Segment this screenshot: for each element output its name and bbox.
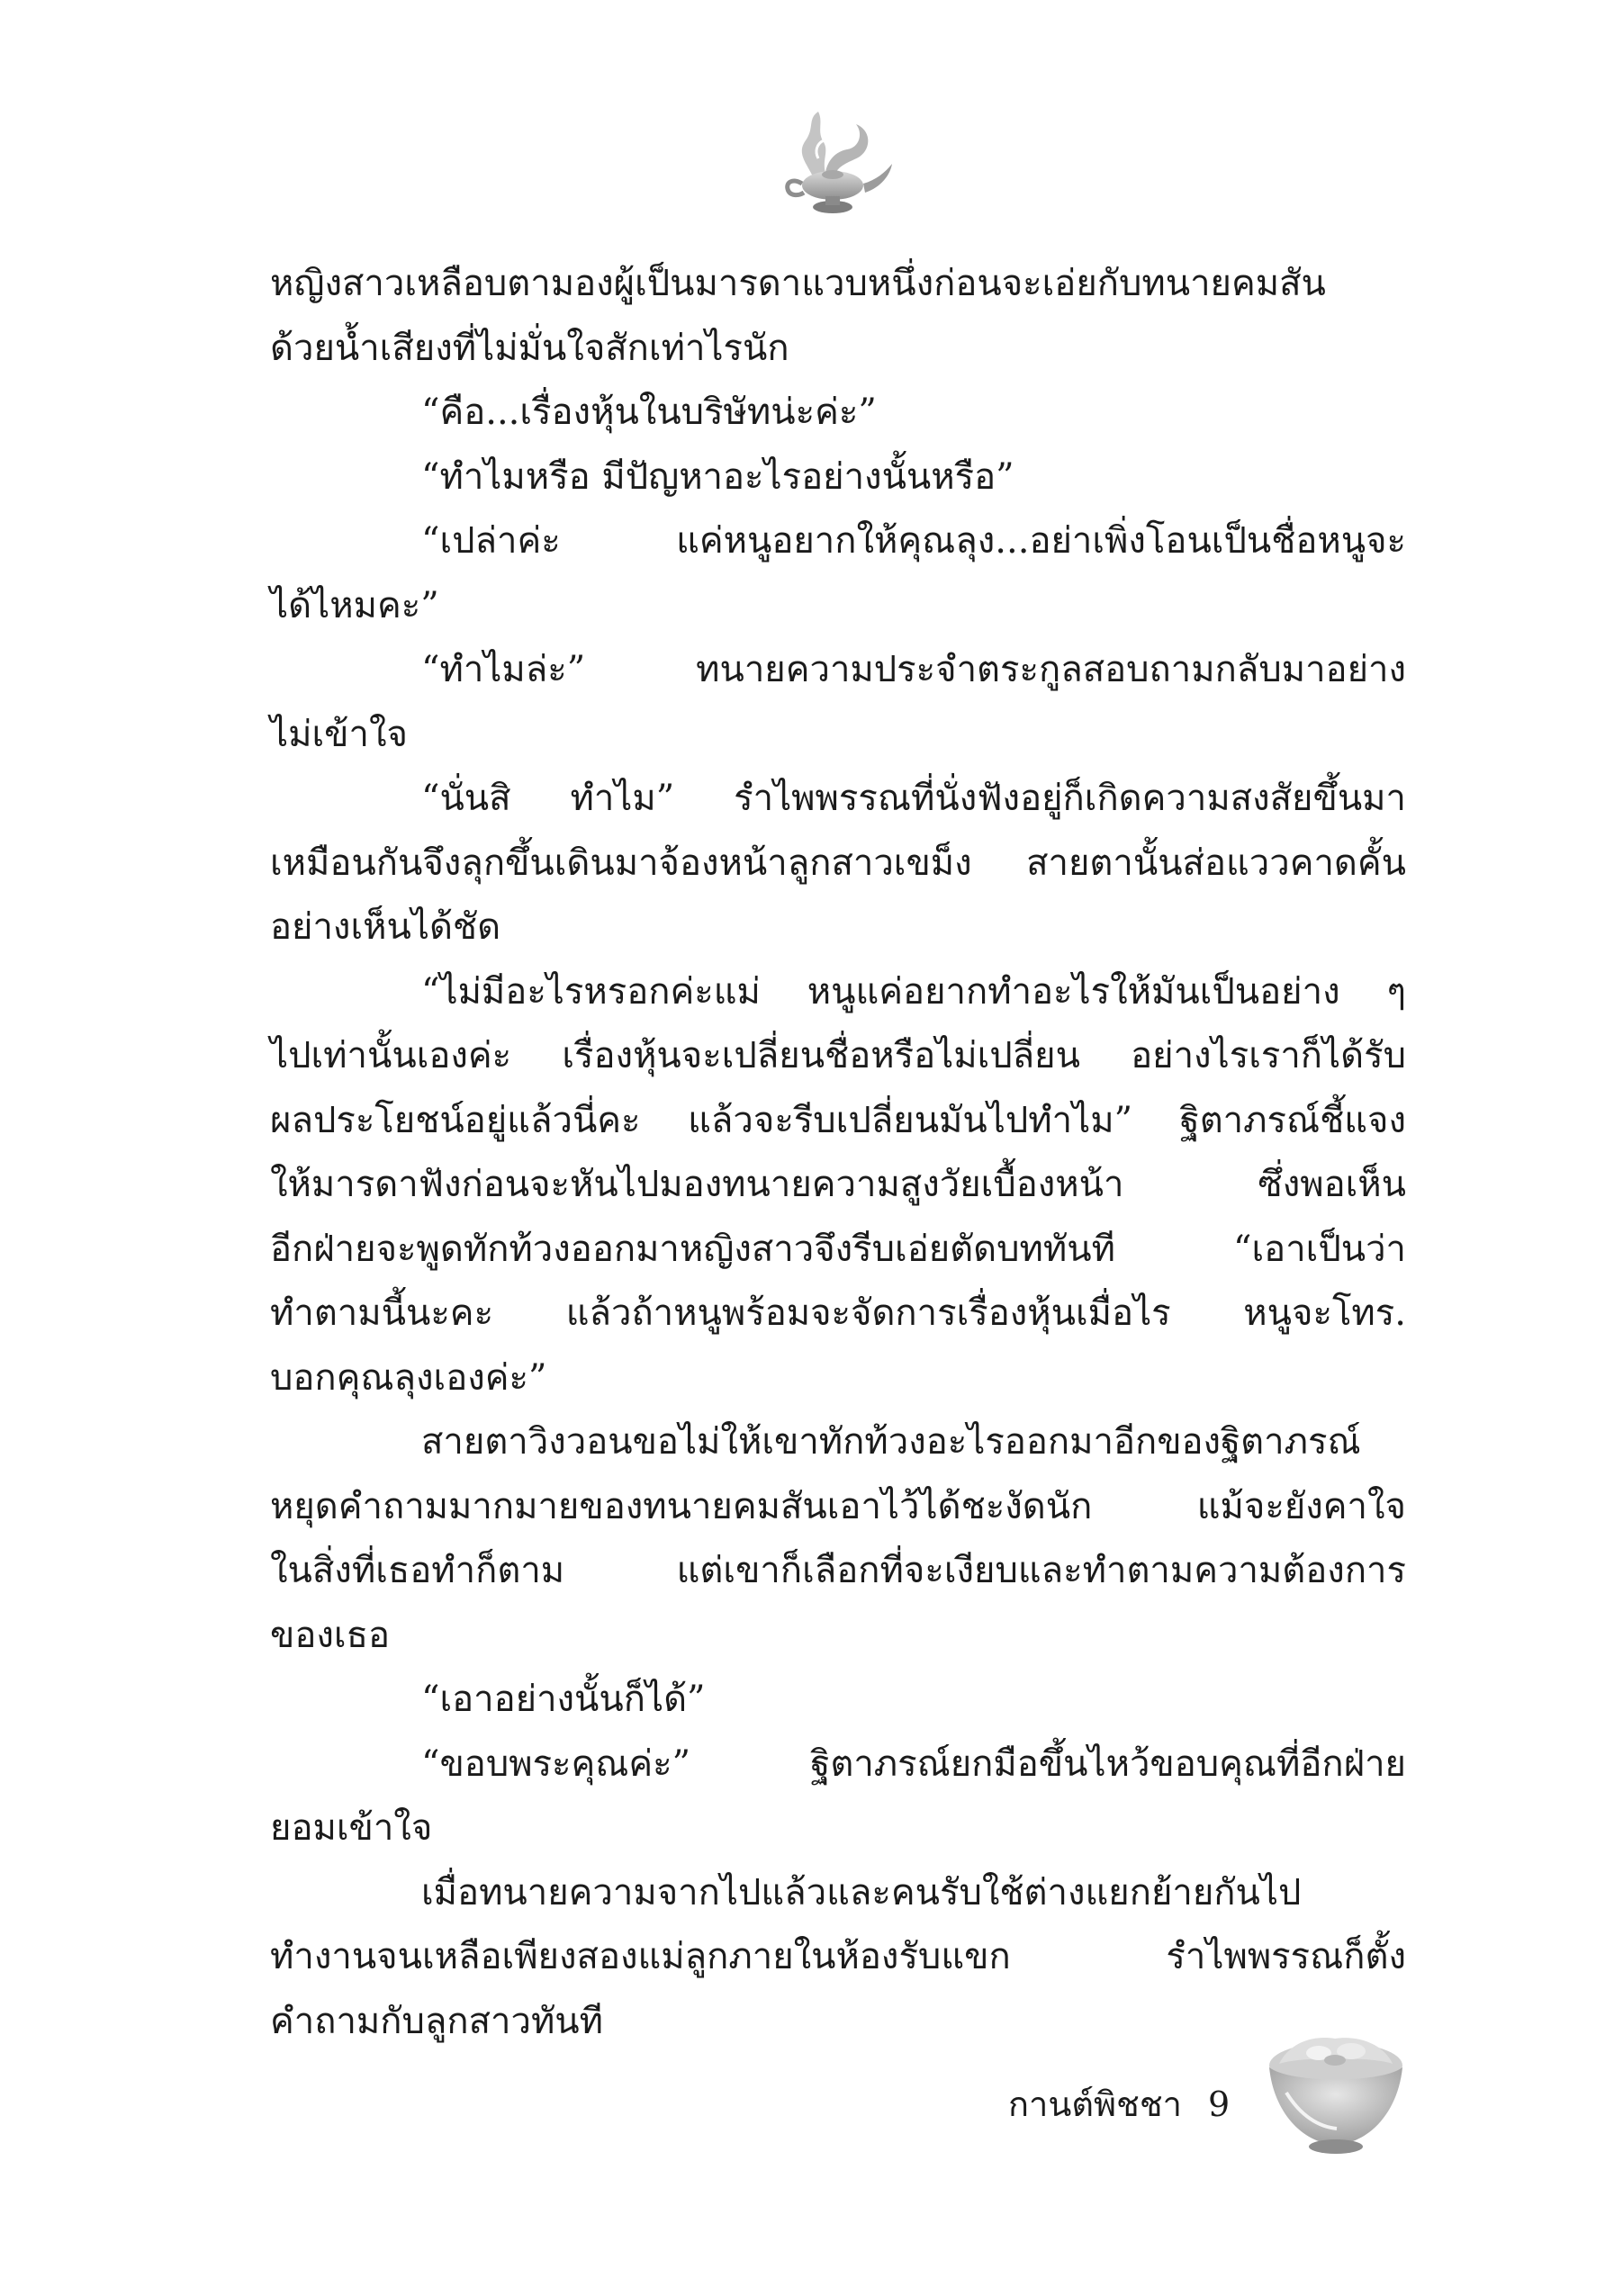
bowl-icon	[1265, 2030, 1407, 2157]
paragraph-line: เหมือนกันจึงลุกขึ้นเดินมาจ้องหน้าลูกสาวเขม็ง สายตานั้นส่อแววคาดคั้น	[270, 842, 1406, 884]
paragraph-line: “ทำไมหรือ มีปัญหาอะไรอย่างนั้นหรือ”	[421, 455, 1014, 498]
page-number: 9	[1208, 2084, 1231, 2124]
paragraph-line: ทำตามนี้นะคะ แล้วถ้าหนูพร้อมจะจัดการเรื่องหุ้นเมื่อไร หนูจะโทร.	[270, 1292, 1406, 1334]
paragraph-line: ให้มารดาฟังก่อนจะหันไปมองทนายความสูงวัยเบื้องหน้า ซึ่งพอเห็น	[270, 1164, 1406, 1205]
body-text	[270, 252, 1406, 2054]
paragraph-line: “ไม่มีอะไรหรอกค่ะแม่ หนูแค่อยากทำอะไรให้มันเป็นอย่าง ๆ	[421, 970, 1406, 1013]
paragraph-line: บอกคุณลุงเองค่ะ”	[270, 1356, 547, 1399]
paragraph-line: เมื่อทนายความจากไปแล้วและคนรับใช้ต่างแยกย้ายกันไป	[421, 1871, 1302, 1913]
paragraph-line: ยอมเข้าใจ	[270, 1807, 433, 1849]
paragraph-line: ไปเท่านั้นเองค่ะ เรื่องหุ้นจะเปลี่ยนชื่อหรือไม่เปลี่ยน อย่างไรเราก็ได้รับ	[270, 1035, 1406, 1076]
paragraph-line: สายตาวิงวอนขอไม่ให้เขาทักท้วงอะไรออกมาอีกของฐิตาภรณ์	[421, 1421, 1361, 1463]
paragraph-line: ไม่เข้าใจ	[270, 713, 408, 755]
paragraph-line: “คือ...เรื่องหุ้นในบริษัทน่ะค่ะ”	[421, 392, 877, 433]
paragraph-line: “ทำไมล่ะ” ทนายความประจำตระกูลสอบถามกลับมาอย่าง	[421, 649, 1406, 690]
paragraph-line: คำถามกับลูกสาวทันที	[270, 2000, 604, 2042]
paragraph-line: “ขอบพระคุณค่ะ” ฐิตาภรณ์ยกมือขึ้นไหว้ขอบคุณที่อีกฝ่าย	[421, 1742, 1406, 1785]
paragraph-line: ในสิ่งที่เธอทำก็ตาม แต่เขาก็เลือกที่จะเงียบและทำตามความต้องการ	[270, 1550, 1406, 1591]
paragraph-line: ทำงานจนเหลือเพียงสองแม่ลูกภายในห้องรับแขก รำไพพรรณก็ตั้ง	[270, 1936, 1406, 1977]
paragraph-line: หญิงสาวเหลือบตามองผู้เป็นมารดาแวบหนึ่งก่อนจะเอ่ยกับทนายคมสัน	[270, 263, 1326, 304]
paragraph-line: หยุดคำถามมากมายของทนายคมสันเอาไว้ได้ชะงัดนัก แม้จะยังคาใจ	[270, 1485, 1406, 1527]
paragraph-line: อีกฝ่ายจะพูดทักท้วงออกมาหญิงสาวจึงรีบเอ่ยตัดบททันที “เอาเป็นว่า	[270, 1228, 1406, 1270]
paragraph-line: “เปล่าค่ะ แค่หนูอยากให้คุณลุง...อย่าเพิ่งโอนเป็นชื่อหนูจะ	[421, 520, 1406, 562]
paragraph-line: ของเธอ	[270, 1614, 391, 1656]
paragraph-line: “นั่นสิ ทำไม” รำไพพรรณที่นั่งฟังอยู่ก็เกิดความสงสัยขึ้นมา	[421, 778, 1406, 819]
paragraph-line: ได้ไหมคะ”	[270, 584, 439, 626]
footer-author: กานต์พิชชา	[1008, 2084, 1182, 2124]
paragraph-line: อย่างเห็นได้ชัด	[270, 906, 501, 948]
paragraph-line: “เอาอย่างนั้นก็ได้”	[421, 1679, 706, 1720]
magic-lamp-icon	[770, 106, 896, 223]
paragraph-line: ด้วยน้ำเสียงที่ไม่มั่นใจสักเท่าไรนัก	[270, 327, 789, 369]
paragraph-line: ผลประโยชน์อยู่แล้วนี่คะ แล้วจะรีบเปลี่ยนมันไปทำไม” ฐิตาภรณ์ชี้แจง	[270, 1099, 1406, 1141]
